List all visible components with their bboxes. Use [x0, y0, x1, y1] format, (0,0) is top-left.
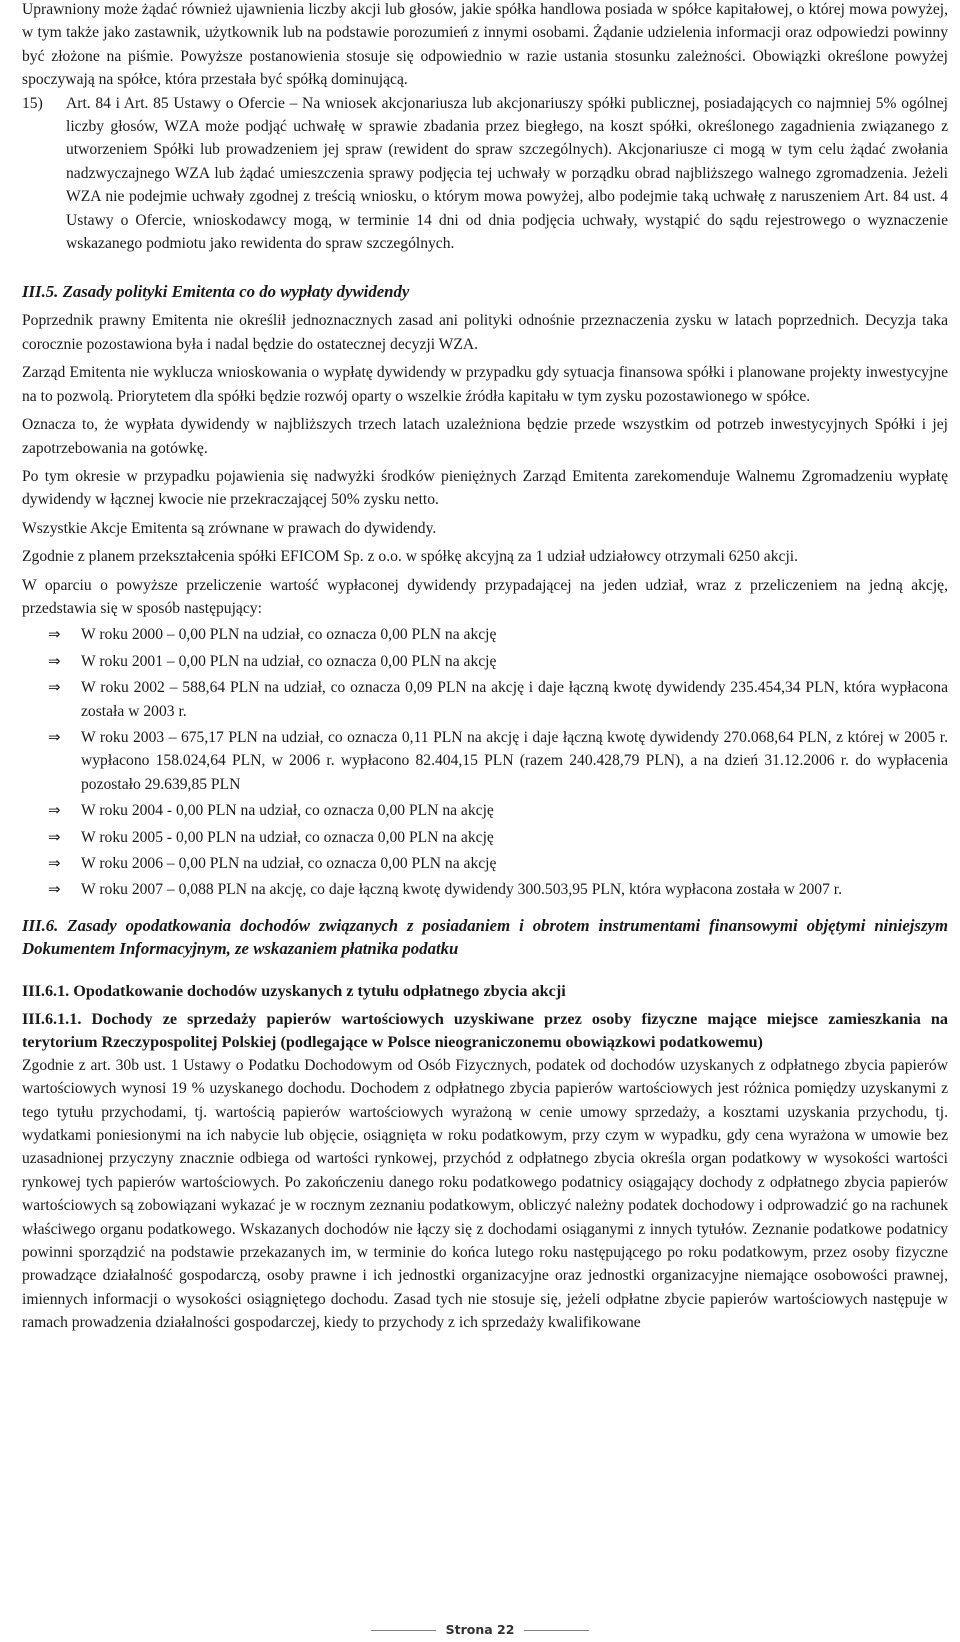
- list-item: [22, 852, 948, 875]
- arrow-icon: ⇒: [48, 727, 61, 746]
- section-heading-iii-5: III.5. Zasady polityki Emitenta co do wypłaty dywidendy: [22, 282, 410, 302]
- arrow-icon: ⇒: [48, 827, 61, 846]
- subsection-heading-iii-6-1: III.6.1. Opodatkowanie dochodów uzyskanych z tytułu odpłatnego zbycia akcji: [22, 981, 566, 1000]
- paragraph-dividend-4: Po tym okresie w przypadku pojawienia się nadwyżki środków pieniężnych Zarząd Emitenta zarekomenduje Walnemu Zgromadzeniu wypłatę dywidendy w łącznej kwocie nie przekraczającej 50% zysku netto.: [22, 467, 948, 509]
- arrow-icon: ⇒: [48, 651, 61, 670]
- list-item-number: 15): [22, 94, 43, 112]
- page-footer: [0, 1620, 960, 1640]
- list-item: [22, 878, 948, 901]
- list-item: [22, 799, 948, 822]
- subsection-heading-iii-6-1-1: III.6.1.1. Dochody ze sprzedaży papierów wartościowych uzyskiwane przez osoby fizyczne mające miejsce zamieszkania na terytorium Rzeczypospolitej Polskiej (podlegające w Polsce nieograniczonemu obowiązkowi podatkowemu): [22, 1009, 948, 1051]
- list-item-text: W roku 2006 – 0,00 PLN na udział, co oznacza 0,00 PLN na akcję: [81, 855, 497, 872]
- page-number: Strona 22: [445, 1622, 515, 1638]
- list-item: [22, 650, 948, 673]
- paragraph-dividend-6: Zgodnie z planem przekształcenia spółki EFICOM Sp. z o.o. w spółkę akcyjną za 1 udział udziałowcy otrzymali 6250 akcji.: [22, 548, 799, 566]
- document-page: [22, 0, 948, 1335]
- list-item-text: W roku 2003 – 675,17 PLN na udział, co oznacza 0,11 PLN na akcję i daje łączną kwotę dywidendy 270.068,64 PLN, z której w 2005 r. wypłacono 158.024,64 PLN, w 2006 r. wypłacono 82.404,15 PLN (razem 240.428,79 PLN), a na dzień 31.12.2006 r. do wypłacenia pozostało 29.639,85 PLN: [81, 728, 948, 793]
- paragraph-tax-body: Zgodnie z art. 30b ust. 1 Ustawy o Podatku Dochodowym od Osób Fizycznych, podatek od dochodów uzyskanych z odpłatnego zbycia papierów wartościowych wynosi 19 % uzyskanego dochodu. Dochodem z odpłatnego zbycia papierów wartościowych jest różnica pomiędzy uzyskanymi z tego tytułu przychodami, tj. wartością papierów wartościowych wyrażoną w cenie umowy sprzedaży, a kosztami uzyskania przychodu, tj. wydatkami poniesionymi na ich nabycie lub objęcie, osiągnięta w roku podatkowym, przy czym w wypadku, gdy cena wyrażona w umowie bez uzasadnionej przyczyny znacznie odbiega od wartości rynkowej, przychód z odpłatnego zbycia określa organ podatkowy w wysokości wartości rynkowej tych papierów wartościowych. Po zakończeniu danego roku podatkowego podatnicy osiągający dochody z odpłatnego zbycia papierów wartościowych są zobowiązani wykazać je w rocznym zeznaniu podatkowym, obliczyć należny podatek dochodowy i odprowadzić go na rachunek właściwego organu podatkowego. Wskazanych dochodów nie łączy się z dochodami osiąganymi z innych tytułów. Zeznanie podatkowe podatnicy powinni sporządzić na podstawie przekazanych im, w terminie do końca lutego roku następującego po roku podatkowym, przez osoby fizyczne prowadzące działalność gospodarczą, osoby prawne i ich jednostki organizacyjne oraz jednostki organizacyjne niemające osobowości prawnej, imiennych informacji o wysokości osiągniętego dochodu. Zasad tych nie stosuje się, jeżeli odpłatne zbycie papierów wartościowych następuje w ramach prowadzenia działalności gospodarczej, kiedy to przychody z ich sprzedaży kwalifikowane: [22, 1056, 948, 1332]
- list-item-text: W roku 2000 – 0,00 PLN na udział, co oznacza 0,00 PLN na akcję: [81, 626, 497, 644]
- footer-divider-right: [524, 1630, 589, 1631]
- paragraph-dividend-1: Poprzednik prawny Emitenta nie określił jednoznacznych zasad ani polityki odnośnie przeznaczenia zysku w latach poprzednich. Decyzja taka corocznie pozostawiona była i nadal będzie do ostatecznej decyzji WZA.: [22, 312, 948, 353]
- footer-divider-left: [371, 1630, 436, 1631]
- list-item-text: Art. 84 i Art. 85 Ustawy o Ofercie – Na wniosek akcjonariusza lub akcjonariuszy spółki publicznej, posiadających co najmniej 5% ogólnej liczby głosów, WZA może podjąć uchwałę w sprawie zbadania przez biegłego, na koszt spółki, określonego zagadnienia związanego z utworzeniem Spółki lub prowadzeniem jej spraw (rewident do spraw szczególnych). Akcjonariusze ci mogą w tym celu żądać zwołania nadzwyczajnego WZA lub żądać umieszczenia sprawy podjęcia tej uchwały w porządku obrad najbliższego walnego zgromadzenia. Jeżeli WZA nie podejmie uchwały zgodnej z treścią wniosku, o którym mowa powyżej, albo podejmie taką uchwałę z naruszeniem Art. 84 ust. 4 Ustawy o Ofercie, wnioskodawcy mogą, w terminie 14 dni od dnia podjęcia uchwały, wystąpić do sądu rejestrowego o wyznaczenie wskazanego podmiotu jako rewidenta do spraw szczególnych.: [66, 94, 948, 253]
- section-heading-iii-6: III.6. Zasady opodatkowania dochodów związanych z posiadaniem i obrotem instrumentami finansowymi objętymi niniejszym Dokumentem Informacyjnym, ze wskazaniem płatnika podatku: [22, 915, 948, 958]
- list-item-15: [22, 92, 948, 256]
- paragraph-dividend-3: Oznacza to, że wypłata dywidendy w najbliższych trzech latach uzależniona będzie przede wszystkim od potrzeb inwestycyjnych Spółki i jej zapotrzebowania na gotówkę.: [22, 416, 948, 457]
- paragraph-dividend-2: Zarząd Emitenta nie wyklucza wnioskowania o wypłatę dywidendy w przypadku gdy sytuacja finansowa spółki i planowane projekty inwestycyjne na to pozwolą. Priorytetem dla spółki będzie rozwój oparty o wszelkie źródła kapitału w tym zysku pozostawionego w spółce.: [22, 364, 948, 405]
- arrow-icon: ⇒: [48, 678, 61, 697]
- arrow-icon: ⇒: [48, 880, 61, 899]
- paragraph-uprawniony: Uprawniony może żądać również ujawnienia liczby akcji lub głosów, jakie spółka handlowa posiada w spółce kapitałowej, o której mowa powyżej, w tym także jako zastawnik, użytkownik lub na podstawie porozumień z innymi osobami. Żądanie udzielenia informacji oraz odpowiedzi powinny być złożone na piśmie. Powyższe postanowienia stosuje się odpowiednio w razie ustania stosunku zależności. Obowiązki określone powyżej spoczywają na spółce, która przestała być spółką dominującą.: [22, 1, 948, 89]
- list-item-text: W roku 2005 - 0,00 PLN na udział, co oznacza 0,00 PLN na akcję: [81, 828, 494, 846]
- dividend-list: [22, 623, 948, 901]
- list-item: [22, 826, 948, 849]
- paragraph-dividend-5: Wszystkie Akcje Emitenta są zrównane w prawach do dywidendy.: [22, 519, 437, 537]
- list-item: [22, 623, 948, 646]
- list-item-text: W roku 2004 - 0,00 PLN na udział, co oznacza 0,00 PLN na akcję: [81, 802, 494, 820]
- list-item: [22, 726, 948, 796]
- arrow-icon: ⇒: [48, 625, 61, 644]
- list-item-text: W roku 2007 – 0,088 PLN na akcję, co daje łączną kwotę dywidendy 300.503,95 PLN, która wypłacona została w 2007 r.: [81, 881, 843, 899]
- list-item-text: W roku 2001 – 0,00 PLN na udział, co oznacza 0,00 PLN na akcję: [81, 652, 497, 670]
- list-item-text: W roku 2002 – 588,64 PLN na udział, co oznacza 0,09 PLN na akcję i daje łączną kwotę dywidendy 235.454,34 PLN, która wypłacona została w 2003 r.: [81, 679, 948, 720]
- arrow-icon: ⇒: [48, 801, 61, 820]
- arrow-icon: ⇒: [48, 854, 61, 872]
- paragraph-dividend-7: W oparciu o powyższe przeliczenie wartość wypłaconej dywidendy przypadającej na jeden udział, wraz z przeliczeniem na jedną akcję, przedstawia się w sposób następujący:: [22, 576, 948, 617]
- list-item: [22, 676, 948, 723]
